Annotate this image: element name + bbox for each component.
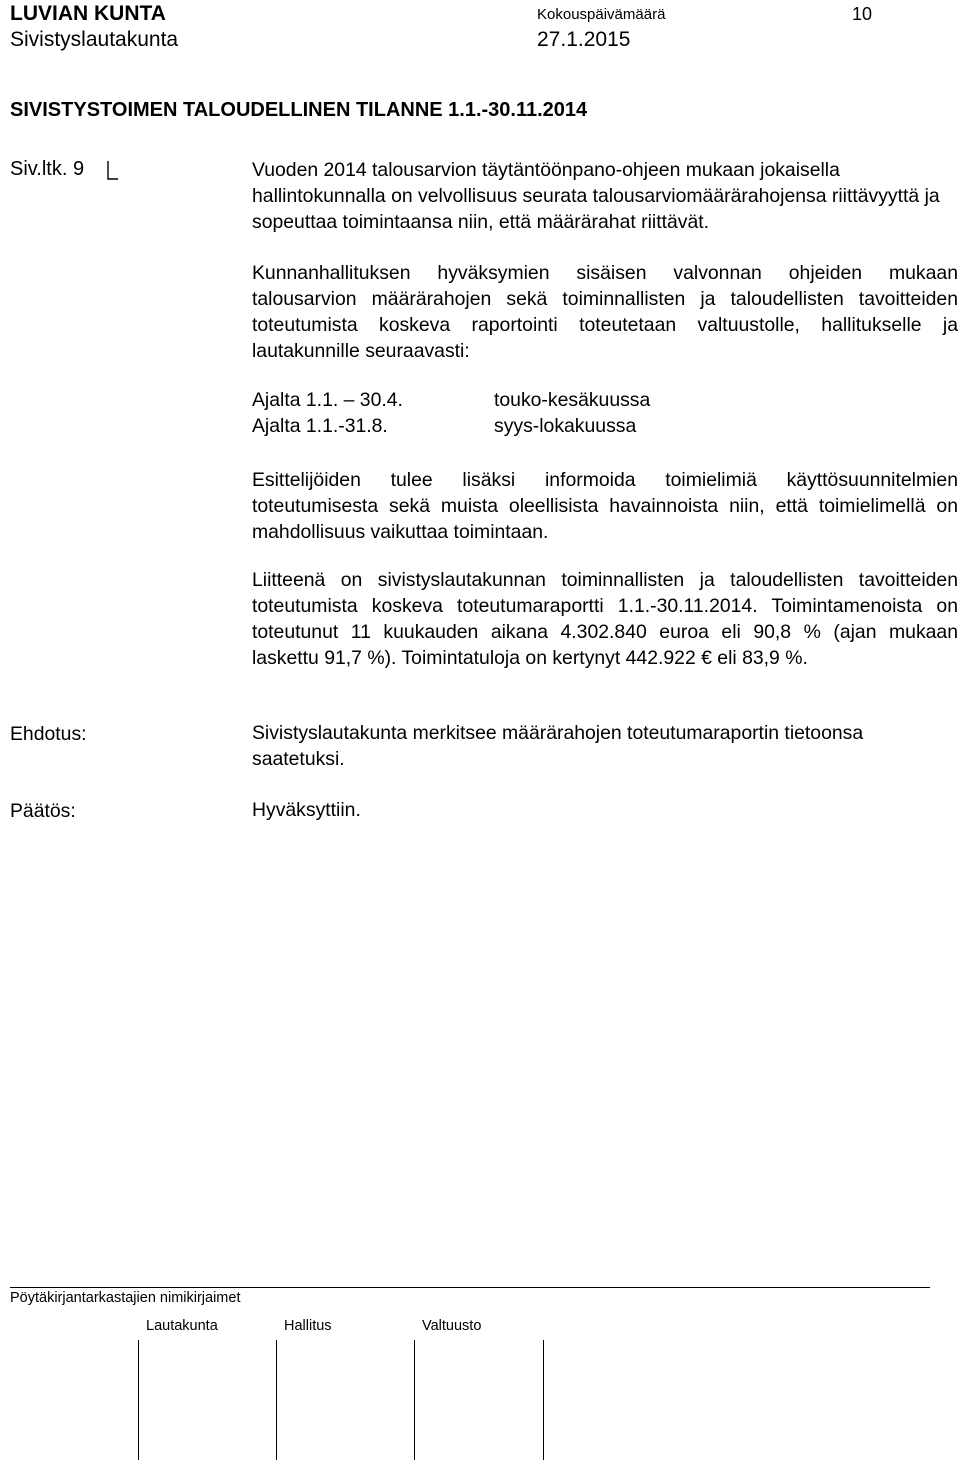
proposal-text: Sivistyslautakunta merkitsee määrärahojen toteutumaraportin tietoonsa saatetuksi. xyxy=(252,722,864,770)
meeting-date-label: Kokouspäivämäärä xyxy=(537,6,666,23)
section-reference: Siv.ltk. 9 xyxy=(10,158,85,180)
signature-label-council: Valtuusto xyxy=(422,1318,482,1334)
footer-heading: Pöytäkirjantarkastajien nimikirjaimet xyxy=(10,1290,241,1306)
decision-text: Hyväksyttiin. xyxy=(252,799,361,821)
meeting-date: 27.1.2015 xyxy=(537,28,631,51)
section-bracket-icon xyxy=(106,160,120,182)
paragraph-presenters: Esittelijöiden tulee lisäksi informoida toimielimiä käyttösuunnitelmien toteutumisesta sekä muista oleellisista havainnoista niin, että toimielimellä on mahdollisuus vaikuttaa toimintaan. xyxy=(252,469,958,543)
paragraph-reporting-rules: Kunnanhallituksen hyväksymien sisäisen valvonnan ohjeiden mukaan talousarvion määrärahojen sekä toiminnallisten ja taloudellisten tavoitteiden toteutumista koskeva raportointi toteutetaan valtuustolle, hallitukselle ja lautakunnille seuraavasti: xyxy=(252,262,958,362)
paragraph-attachment-report: Liitteenä on sivistyslautakunnan toiminnallisten ja taloudellisten tavoitteiden toteutumista koskeva toteutumaraportti 1.1.-30.11.2014. Toimintamenoista on toteutunut 11 kuukauden aikana 4.302.840 euroa eli 90,8 % (ajan mukaan laskettu 91,7 %). Toimintatuloja on kertynyt 442.922 € eli 83,9 %. xyxy=(252,569,958,669)
schedule-timing: touko-kesäkuussa xyxy=(494,389,651,411)
signature-box xyxy=(276,1340,405,1460)
organization-name: LUVIAN KUNTA xyxy=(10,2,166,25)
document-title: SIVISTYSTOIMEN TALOUDELLINEN TILANNE 1.1.-30.11.2014 xyxy=(10,99,588,121)
proposal-label: Ehdotus: xyxy=(10,723,87,745)
committee-name: Sivistyslautakunta xyxy=(10,28,179,51)
paragraph-budget-guideline: Vuoden 2014 talousarvion täytäntöönpano-ohjeen mukaan jokaisella hallintokunnalla on velvollisuus seurata talousarviomäärärahojensa riittävyyttä ja sopeuttaa toimintaansa niin, että määrärahat riittävät. xyxy=(252,159,940,233)
signature-label-executive: Hallitus xyxy=(284,1318,332,1334)
signature-box xyxy=(414,1340,544,1460)
page-number: 10 xyxy=(852,4,873,24)
schedule-period: Ajalta 1.1. – 30.4. xyxy=(252,389,403,411)
decision-label: Päätös: xyxy=(10,800,76,822)
schedule-timing: syys-lokakuussa xyxy=(494,415,637,437)
signature-label-board: Lautakunta xyxy=(146,1318,218,1334)
footer-divider xyxy=(10,1287,930,1288)
schedule-period: Ajalta 1.1.-31.8. xyxy=(252,415,388,437)
signature-box xyxy=(138,1340,267,1460)
